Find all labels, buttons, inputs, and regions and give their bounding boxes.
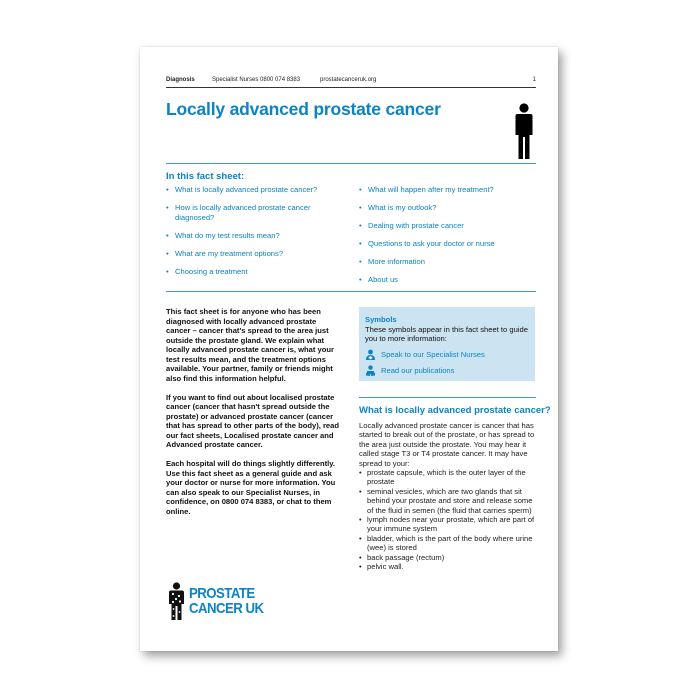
toc-right-column [359,185,539,294]
header-divider [166,87,536,88]
symbols-description: These symbols appear in this fact sheet to guide you to more information: [365,324,528,343]
list-item: • back passage (rectum) [359,553,539,562]
spread-list [359,468,539,571]
logo-man-icon [168,582,185,620]
intro-text [166,307,342,526]
section-heading: What is locally advanced prostate cancer? [359,405,551,416]
section-body [359,421,539,572]
list-item: • pelvic wall. [359,562,539,571]
nurse-icon [365,349,376,360]
toc-link[interactable]: • About us [359,275,539,285]
page-number: 1 [532,77,536,83]
symbol-publications [365,363,529,379]
section-paragraph: Locally advanced prostate cancer is cancer that has started to break out of the prostate, or has spread to the area just outside the prostate. You may hear it called stage T3 or T4 prostate cancer. It may have spread to your: [359,421,535,468]
toc-bottom-divider [166,291,536,292]
toc-link[interactable]: • Dealing with prostate cancer [359,221,539,231]
page-title: Locally advanced prostate cancer [166,99,441,119]
toc-link[interactable]: • Questions to ask your doctor or nurse [359,239,539,249]
prostate-cancer-uk-logo [168,582,274,620]
list-item: • lymph nodes near your prostate, which are part of your immune system [359,515,539,534]
symbol-nurses [365,347,529,363]
fact-sheet-page [140,47,558,651]
logo-line: CANCER UK [189,600,264,617]
toc-left-column [166,185,346,285]
toc-link[interactable]: • What is my outlook? [359,203,539,213]
toc-link[interactable]: • What do my test results mean? [166,231,346,241]
running-head [166,77,536,83]
list-item: • prostate capsule, which is the outer layer of the prostate [359,468,539,487]
toc-link[interactable]: • What will happen after my treatment? [359,185,539,195]
header-url: prostatecanceruk.org [320,77,377,83]
intro-paragraph: If you want to find out about localised prostate cancer (cancer that hasn't spread outside the prostate) or advanced prostate cancer (cancer that has spread to other parts of the body), read our fact sheets, Localised prostate cancer and Advanced prostate cancer. [166,392,339,449]
man-silhouette-icon [514,103,534,159]
toc-link[interactable]: • How is locally advanced prostate cancer diagnosed? [166,203,346,222]
list-item: • bladder, which is the part of the body where urine (wee) is stored [359,534,539,553]
symbol-label: Read our publications [381,366,455,375]
intro-paragraph: This fact sheet is for anyone who has been diagnosed with locally advanced prostate cancer – cancer that's spread to the area just outside the prostate gland. We explain what locally advanced prostate cancer is, what your test results mean, and the treatment options available. Your partner, family or friends might also find this information helpful. [166,307,334,383]
toc-link[interactable]: • What is locally advanced prostate cancer? [166,185,346,195]
header-phone: Specialist Nurses 0800 074 8383 [212,77,301,83]
symbols-title: Symbols [365,315,397,324]
intro-paragraph: Each hospital will do things slightly differently. Use this fact sheet as a general guide and ask your doctor or nurse for more information. You can also speak to our Specialist Nurses, in confidence, on 0800 074 8383, or chat to them online. [166,459,336,516]
list-item: • seminal vesicles, which are two glands that sit behind your prostate and store and release some of the fluid in semen (the fluid that carries sperm) [359,487,539,515]
logo-wordmark [189,586,263,616]
toc-link[interactable]: • More information [359,257,539,267]
symbol-label: Speak to our Specialist Nurses [381,350,485,359]
logo-line: PROSTATE [189,585,255,602]
section-divider [359,397,536,398]
toc-link[interactable]: • Choosing a treatment [166,267,346,277]
toc-link[interactable]: • What are my treatment options? [166,249,346,259]
header-section: Diagnosis [166,77,195,83]
toc-heading: In this fact sheet: [166,171,245,182]
symbols-box [359,307,535,381]
publications-icon [365,365,376,376]
toc-top-divider [166,163,536,164]
